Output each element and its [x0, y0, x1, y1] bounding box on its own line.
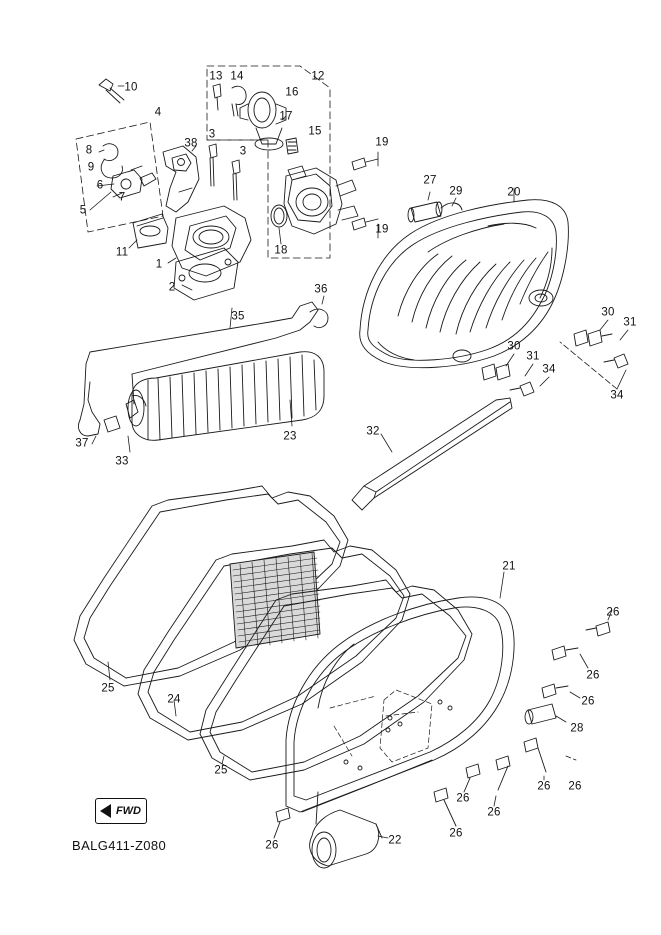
callout-23: 23: [283, 430, 297, 443]
small-fasteners-group: [213, 84, 246, 116]
air-duct-group: [78, 296, 328, 452]
callout-3a: 3: [208, 128, 216, 141]
callout-7: 7: [118, 191, 126, 204]
callout-28: 28: [570, 722, 584, 735]
callout-5: 5: [79, 204, 87, 217]
callout-29: 29: [449, 185, 463, 198]
callout-34b: 34: [610, 389, 624, 402]
callout-35: 35: [231, 310, 245, 323]
callout-26f: 26: [487, 806, 501, 819]
callout-26e: 26: [568, 780, 582, 793]
callout-14: 14: [230, 70, 244, 83]
callout-13: 13: [209, 70, 223, 83]
callout-16: 16: [285, 86, 299, 99]
callout-1: 1: [155, 258, 163, 271]
callout-26b: 26: [586, 669, 600, 682]
callout-12: 12: [311, 70, 325, 83]
callout-26c: 26: [581, 695, 595, 708]
fwd-direction-badge: [95, 798, 147, 824]
callout-3b: 3: [239, 145, 247, 158]
callout-27: 27: [423, 174, 437, 187]
seal-strip-32: [352, 398, 512, 510]
callout-26g: 26: [456, 792, 470, 805]
callout-34a: 34: [542, 363, 556, 376]
callout-30a: 30: [601, 306, 615, 319]
callout-8: 8: [85, 144, 93, 157]
callout-21: 21: [502, 560, 516, 573]
callout-11: 11: [115, 246, 129, 259]
callout-24: 24: [167, 693, 181, 706]
callout-32: 32: [366, 425, 380, 438]
callout-6: 6: [96, 179, 104, 192]
callout-18: 18: [274, 244, 288, 257]
callout-22: 22: [388, 834, 402, 847]
part-code-label: BALG411-Z080: [72, 838, 167, 853]
air-cleaner-case-20: [360, 185, 569, 368]
callout-36: 36: [314, 283, 328, 296]
air-filter-elements-group: [74, 486, 472, 780]
callout-25a: 25: [101, 682, 115, 695]
callout-31b: 31: [526, 350, 540, 363]
callout-38: 38: [184, 137, 198, 150]
cover-bolts-group: [274, 610, 612, 838]
left-arrow-icon: [100, 804, 111, 818]
callout-26i: 26: [265, 839, 279, 852]
throttle-body-kit-box: [207, 66, 330, 258]
callout-25b: 25: [214, 764, 228, 777]
throttle-body-group: [284, 152, 378, 238]
callout-15: 15: [308, 125, 322, 138]
callout-19b: 19: [375, 223, 389, 236]
callout-10: 10: [124, 81, 138, 94]
intake-bracket-group: [163, 144, 240, 212]
fwd-label: FWD: [115, 805, 141, 817]
callout-4: 4: [154, 106, 162, 119]
callout-33: 33: [115, 455, 129, 468]
callout-17: 17: [279, 110, 293, 123]
callout-2: 2: [168, 281, 176, 294]
air-cleaner-cover-21: [286, 572, 514, 868]
callout-30b: 30: [507, 340, 521, 353]
callout-26a: 26: [606, 606, 620, 619]
callout-19a: 19: [375, 136, 389, 149]
callout-31a: 31: [623, 316, 637, 329]
callout-9: 9: [87, 161, 95, 174]
callout-26d: 26: [537, 780, 551, 793]
intake-manifold-group: [168, 206, 251, 300]
callout-26h: 26: [449, 827, 463, 840]
case-bolts-group: [482, 320, 628, 396]
callout-37: 37: [75, 437, 89, 450]
callout-20: 20: [507, 186, 521, 199]
